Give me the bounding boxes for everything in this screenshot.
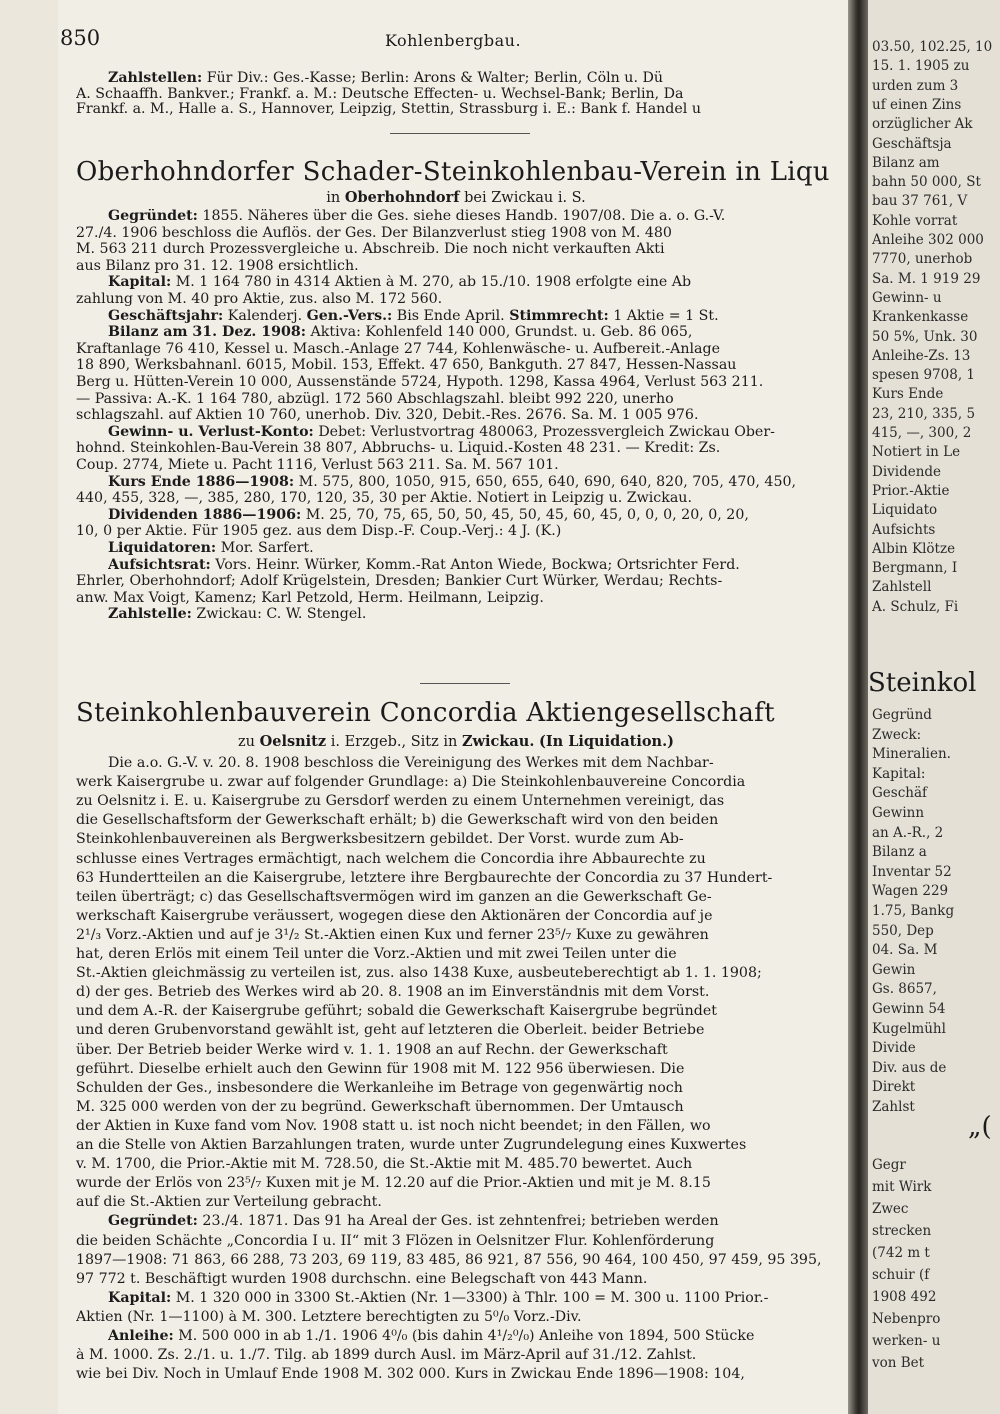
entry2-line [76,1138,836,1153]
entry1-line [76,226,836,241]
entry2-line [76,1062,836,1077]
right-page-line: Prior.-Aktie [872,483,950,499]
entry2-line [76,1081,836,1096]
right-page-line: an A.-R., 2 [872,825,944,841]
entry2-line-label: Kapital: [108,1290,172,1306]
entry1-line [76,441,836,456]
entry2-line-label: Anleihe: [108,1329,174,1344]
entry1-line [76,358,836,373]
entry2-line-text: St.-Aktien gleichmässig zu verteilen ist, zus. also 1438 Kuxe, ausbeuteberechtigt ab 1. 1. 1908; [76,966,762,982]
right-page-line: Zahlstell [872,580,932,596]
entry1-line [108,607,836,622]
right-page-line: Gs. 8657, [872,982,937,998]
subtitle-suffix: bei Zwickau i. S. [464,190,586,206]
right-page-line: Direkt [872,1080,916,1096]
entry2-line [76,1100,836,1115]
right-page-line: 23, 210, 335, 5 [872,406,976,422]
entry1-line-label: Bilanz am 31. Dez. 1908: [108,325,307,341]
right-page-line: uf einen Zins [872,97,962,113]
entry1-line [108,425,836,440]
entry1-line-label: Liquidatoren: [108,541,217,556]
entry1-line-text: M. 575, 800, 1050, 915, 650, 655, 640, 690, 640, 820, 705, 470, 450, [298,474,797,490]
entry1-line [108,209,836,224]
entry1-line [76,242,836,257]
entry1-line-text: — Passiva: A.-K. 1 164 780, abzügl. 172 560 Abschlagszahl. bleibt 992 220, unerho [76,391,674,407]
entry2-line [76,909,836,924]
entry2-line [76,1043,836,1058]
entry2-line-text: 23./4. 1871. Das 91 ha Areal der Ges. ist zehntenfrei; betrieben werden [202,1214,719,1230]
prev-entry-text: Für Div.: Ges.-Kasse; Berlin: Arons & Walter; Berlin, Cöln u. Dü [206,71,663,86]
entry2-line-text: und deren Grubenvorstand gewählt ist, geht auf letzteren die Oberleit. beider Betriebe [76,1023,705,1039]
entry2-line [108,756,836,771]
entry2-line [76,1157,836,1172]
right-page-line: orzüglicher Ak [872,117,973,133]
right-page-line: spesen 9708, 1 [872,368,975,384]
entry2-line [76,775,836,790]
right-page-line: urden zum 3 [872,78,959,94]
entry1-line-label: Geschäftsjahr: [108,308,224,324]
right-page-line: Zweck: [872,727,922,743]
entry2-line-text: die beiden Schächte „Concordia I u. II“ mit 3 Flözen in Oelsnitzer Flur. Kohlenförderung [76,1233,715,1249]
entry1-line-text: hohnd. Steinkohlen-Bau-Verein 38 807, Abbruchs- u. Liquid.-Kosten 48 231. — Kredit: Zs. [76,441,721,457]
prev-entry-line [76,87,836,102]
entry1-line [76,574,836,589]
right-page-line: Bergmann, I [872,561,958,577]
entry2-line-text: über. Der Betrieb beider Werke wird v. 1. 1. 1908 an auf Rechn. der Gewerkschaft [76,1042,668,1058]
right-page-line: Sa. M. 1 919 29 [872,271,981,287]
entry1-line-label: Gewinn- u. Verlust-Konto: [108,424,314,440]
entry1-line [76,591,836,606]
entry1-line-text: Vors. Heinr. Würker, Komm.-Rat Anton Wiede, Bockwa; Ortsrichter Ferd. [215,557,740,573]
entry1-line-text: zahlung von M. 40 pro Aktie, zus. also M. 172 560. [76,292,443,307]
entry2-line [108,1214,836,1229]
entry1-line-text: 1855. Näheres über die Ges. siehe dieses Handb. 1907/08. Die a. o. G.-V. [202,209,726,224]
entry1-line-text: M. 1 164 780 in 4314 Aktien à M. 270, ab 15./10. 1908 erfolgte eine Ab [175,275,692,291]
right-page-line: 50 5%, Unk. 30 [872,329,978,345]
right-page-line: 1.75, Bankg [872,904,955,919]
right-page-line: Inventar 52 [872,864,952,880]
entry2-line [76,1348,836,1363]
prev-entry-line [108,71,836,86]
entry2-line-text: und dem A.-R. der Kaisergrube geführt; sobald die Gewerkschaft Kaisergrube begründet [76,1004,717,1020]
entry2-subtitle [76,734,836,750]
entry2-line [76,890,836,905]
entry2-line [76,1367,836,1382]
right-page-line: Anleihe-Zs. 13 [872,348,971,364]
right-page-line: Albin Klötze [872,541,956,557]
right-page-line: mit Wirk [872,1180,932,1195]
entry2-line [76,813,836,828]
entry2-line [76,1272,836,1287]
right-page-line: Wagen 229 [872,884,949,900]
right-page-line: Mineralien. [872,747,951,763]
entry2-line-text: M. 325 000 werden von der zu begründ. Gewerkschaft übernommen. Der Umtausch [76,1099,684,1115]
right-page-fragment [868,0,1000,1414]
entry1-line-text: Kalenderj. [227,308,303,324]
entry1-line [76,375,836,390]
entry1-line [76,342,836,357]
entry1-line [76,491,836,506]
prev-entry-text: A. Schaaffh. Bankver.; Frankf. a. M.: Deutsche Effecten- u. Wechsel-Bank; Berlin, Da [76,86,684,102]
entry1-line-text: aus Bilanz pro 31. 12. 1908 ersichtlich. [76,258,359,274]
right-page-line: 7770, unerhob [872,252,973,268]
right-page-line: 15. 1. 1905 zu [872,59,970,75]
entry2-line [76,871,836,886]
entry1-line [108,508,836,523]
entry2-line-text: Aktien (Nr. 1—1100) à M. 300. Letztere berechtigten zu 5⁰/₀ Vorz.-Div. [76,1309,582,1325]
entry1-line [108,541,836,556]
entry2-line-text: Die a.o. G.-V. v. 20. 8. 1908 beschloss die Vereinigung des Werkes mit dem Nachbar- [108,756,714,771]
entry1-title: Oberhohndorfer Schader-Steinkohlenbau-Verein in Liqu [76,157,830,187]
entry2-title: Steinkohlenbauverein Concordia Aktiengesellschaft [76,698,775,728]
entry2-line-text: M. 1 320 000 in 3300 St.-Aktien (Nr. 1—3300) à Thlr. 100 = M. 300 u. 1100 Prior.- [175,1290,769,1306]
entry2-line-text: v. M. 1700, die Prior.-Aktie mit M. 728.50, die St.-Aktie mit M. 485.70 bewertet. Auch [76,1157,693,1173]
entry1-line-text: Mor. Sarfert. [220,541,314,556]
right-page-line: Gewin [872,962,916,978]
page-header [60,26,846,56]
entry2-line-text: an die Stelle von Aktien Barzahlungen traten, wurde unter Zugrundelegung eines Kuxwertes [76,1138,747,1153]
entry1-line-label: Dividenden 1886—1906: [108,507,302,523]
entry2-line-label: Gegründet: [108,1214,198,1230]
book-gutter [848,0,868,1414]
entry1-line-label: Gegründet: [108,209,198,224]
right-page-line: bau 37 761, V [872,194,968,210]
right-page-line: bahn 50 000, St [872,175,981,191]
right-page-line: Zahlst [872,1100,915,1115]
entry2-line-text: werkschaft Kaisergrube veräussert, wogegen diese den Aktionären der Concordia auf je [76,908,713,924]
entry1-line-text: schlagszahl. auf Aktien 10 760, unerhob. Div. 320, Debit.-Res. 2676. Sa. M. 1 005 976. [76,408,699,424]
entry2-line [76,1119,836,1134]
right-page-line: Anleihe 302 000 [872,233,984,248]
prev-entry-line [76,102,836,117]
entry2-line-text: zu Oelsnitz i. E. u. Kaisergrube zu Gersdorf werden zu einem Unternehmen vereinigt, das [76,794,725,810]
right-page-line: 03.50, 102.25, 10 [872,40,993,55]
entry1-line-text: M. 25, 70, 75, 65, 50, 50, 45, 50, 45, 60, 45, 0, 0, 0, 20, 0, 20, [305,507,749,523]
right-page-title: „( [968,1112,992,1142]
right-page-line: schuir (f [872,1268,930,1283]
subtitle-place: Oelsnitz [259,733,327,750]
right-page-line: Gegr [872,1158,906,1173]
entry2-line-text: à M. 1000. Zs. 2./1. u. 1./7. Tilg. ab 1899 durch Ausl. im März-April auf 31./12. Zahlst. [76,1348,697,1364]
entry2-line-text: die Gesellschaftsform der Gewerkschaft erhält; b) die Gewerkschaft wird von den beiden [76,813,719,829]
right-page-line: strecken [872,1224,932,1239]
entry1-line-text: Bis Ende April. [396,308,505,324]
entry1-line [108,325,836,340]
entry2-line-text: werk Kaisergrube u. zwar auf folgender Grundlage: a) Die Steinkohlenbauvereine Concordia [76,775,746,791]
entry1-line-text: M. 563 211 durch Prozessvergleiche u. Abschreib. Die noch nicht verkauften Akti [76,242,665,258]
entry1-line [108,275,836,290]
entry1-line-text: Kraftanlage 76 410, Kessel u. Masch.-Anlage 27 744, Kohlenwäsche- u. Aufbereit.-Anlage [76,341,720,357]
right-page-line: Aufsichts [872,522,936,538]
entry1-line-label: Gen.-Vers.: [306,308,393,324]
right-page-line: Notiert in Le [872,445,961,461]
right-page-line: Div. aus de [872,1060,947,1076]
entry1-line-text: 27./4. 1906 beschloss die Auflös. der Ges. Der Bilanzverlust stieg 1908 von M. 480 [76,225,672,241]
entry1-line-text: Berg u. Hütten-Verein 10 000, Aussenstände 5724, Hypoth. 1298, Kassa 4964, Verlust 563 211. [76,375,764,390]
entry1-line [108,558,836,573]
entry1-line-text: Zwickau: C. W. Stengel. [196,607,367,623]
subtitle-prefix: zu [238,734,255,750]
entry1-line [76,524,836,539]
right-page-line: 550, Dep [872,923,934,939]
right-page-line: Bilanz am [872,155,940,171]
entry1-line-text: 1 Aktie = 1 St. [613,308,719,324]
entry1-line [76,292,836,307]
right-page-line: Krankenkasse [872,310,969,326]
entry2-line-text: hat, deren Erlös mit einem Teil unter die Vorz.-Aktien und mit zwei Teilen unter die [76,947,677,962]
right-page-line: Geschäftsja [872,136,952,152]
right-page-line: (742 m t [872,1246,930,1261]
entry2-line [76,966,836,981]
entry1-line-label: Aufsichtsrat: [108,557,211,573]
right-page-line: 04. Sa. M [872,943,938,959]
right-page-line: Kohle vorrat [872,213,958,229]
entry2-line-text: Steinkohlenbauvereinen als Bergwerksbesitzern gebildet. Der Vorst. wurde zum Ab- [76,832,684,848]
entry1-line [108,475,836,490]
right-page-line: Zwec [872,1202,909,1217]
entry2-line [76,794,836,809]
entry2-line-text: d) der ges. Betrieb des Werkes wird ab 20. 8. 1908 an im Einverständnis mit dem Vorst. [76,985,710,1001]
right-page-line: 415, —, 300, 2 [872,426,972,441]
right-page-line: 1908 492 [872,1290,937,1305]
entry2-line [76,1176,836,1191]
entry1-line-label: Zahlstelle: [108,607,192,623]
entry2-line-text: 63 Hundertteilen an die Kaisergrube, letztere ihre Bergbaurechte der Concordia zu 37 Hundert- [76,870,773,886]
right-page-line: Kapital: [872,766,926,782]
right-page-line: Nebenpro [872,1312,941,1327]
entry2-line-text: der Aktien in Kuxe fand vom Nov. 1908 statt u. ist noch nicht beendet; in den Fällen, wo [76,1118,711,1134]
right-page-line: von Bet [872,1356,925,1371]
entry1-line-label: Kurs Ende 1886—1908: [108,474,295,490]
prev-entry-text: Frankf. a. M., Halle a. S., Hannover, Leipzig, Stettin, Strassburg i. E.: Bank f. Handel u [76,102,701,117]
entry2-line [76,852,836,867]
entry2-line-text: wurde der Erlös von 23⁵/₇ Kuxen mit je M. 12.20 auf die Prior.-Aktien und mit je M. 8.15 [76,1176,711,1192]
entry2-line [76,1023,836,1038]
running-head: Kohlenbergbau. [384,31,522,50]
right-page-line: Divide [872,1041,916,1057]
section-rule [420,683,510,684]
right-page-line: werken- u [872,1334,941,1349]
entry2-line [76,947,836,962]
right-page-line: Kurs Ende [872,387,944,403]
entry2-line-text: geführt. Dieselbe erhielt auch den Gewinn für 1908 mit M. 122 956 überwiesen. Die [76,1061,685,1077]
section-rule [390,133,530,134]
right-page-line: A. Schulz, Fi [872,599,959,615]
entry2-line [76,1234,836,1249]
entry2-line [76,1004,836,1019]
entry1-line-label: Kapital: [108,275,172,291]
subtitle-mid: i. Erzgeb., Sitz in [330,734,458,750]
entry1-line-label: Stimmrecht: [509,308,609,324]
right-page-line: Dividende [872,464,942,480]
entry1-line-text: 10, 0 per Aktie. Für 1905 gez. aus dem Disp.-F. Coup.-Verj.: 4 J. (K.) [76,524,562,540]
right-page-line: Liquidato [872,503,938,519]
right-page-line: Gewinn- u [872,290,942,306]
entry2-line-text: teilen überträgt; c) das Gesellschaftsvermögen wird im ganzen an die Gewerkschaft Ge- [76,889,712,905]
right-page-line: Gewinn 54 [872,1002,946,1017]
entry2-line-text: 2¹/₃ Vorz.-Aktien und auf je 3¹/₂ St.-Aktien einen Kux und ferner 23⁵/₇ Kuxe zu gewähren [76,927,709,943]
entry2-line-text: 97 772 t. Beschäftigt wurden 1908 durchschn. eine Belegschaft von 443 Mann. [76,1271,648,1287]
right-page-line: Bilanz a [872,845,927,861]
entry2-line-text: 1897—1908: 71 863, 66 288, 73 203, 69 119, 83 485, 86 921, 87 556, 90 464, 100 450, 97 459, 95 395, [76,1252,822,1268]
entry2-line [76,1253,836,1268]
entry2-line-text: M. 500 000 in ab 1./1. 1906 4⁰/₀ (bis dahin 4¹/₂⁰/₀) Anleihe von 1894, 500 Stücke [178,1329,755,1344]
entry1-line [76,392,836,407]
entry1-line-text: anw. Max Voigt, Kamenz; Karl Petzold, Herm. Heilmann, Leipzig. [76,590,544,606]
entry1-line-text: Aktiva: Kohlenfeld 140 000, Grundst. u. Geb. 86 065, [310,325,693,341]
right-page-title: Steinkol [868,668,977,698]
entry1-line-text: Coup. 2774, Miete u. Pacht 1116, Verlust 563 211. Sa. M. 567 101. [76,458,559,473]
entry1-line [76,408,836,423]
entry1-line-text: 18 890, Werksbahnanl. 6015, Mobil. 153, Effekt. 47 650, Bankguth. 27 847, Hessen-Nassau [76,358,737,374]
entry1-line-text: 440, 455, 328, —, 385, 280, 170, 120, 35, 30 per Aktie. Notiert in Leipzig u. Zwickau. [76,491,692,507]
entry1-line-text: Debet: Verlustvortrag 480063, Prozessvergleich Zwickau Ober- [318,424,775,440]
entry1-subtitle [76,190,836,206]
entry2-line [76,1310,836,1325]
entry1-line [76,458,836,473]
entry2-line [76,985,836,1000]
right-page-line: Gegründ [872,708,932,723]
entry1-line [108,309,836,324]
zahlstellen-label: Zahlstellen: [108,71,203,86]
entry1-line [76,259,836,274]
entry2-line [76,832,836,847]
right-page-line: Gewinn [872,806,925,821]
entry2-line [108,1291,836,1306]
page-number: 850 [60,26,101,50]
entry2-line-text: schlusse eines Vertrages ermächtigt, nach welchem die Concordia ihre Abbaurechte zu [76,851,706,867]
right-page-line: Kugelmühl [872,1021,946,1037]
subtitle-seat: Zwickau. [461,733,535,750]
entry2-line-text: Schulden der Ges., insbesondere die Werkanleihe im Betrage von gegenwärtig noch [76,1080,683,1096]
entry2-line [108,1329,836,1344]
entry1-line-text: Ehrler, Oberhohndorf; Adolf Krügelstein, Dresden; Bankier Curt Würker, Werdau; Rechts- [76,574,723,590]
entry2-line [76,928,836,943]
entry2-line-text: auf die St.-Aktien zur Verteilung gebracht. [76,1195,382,1211]
entry2-line-text: wie bei Div. Noch in Umlauf Ende 1908 M. 302 000. Kurs in Zwickau Ende 1896—1908: 104, [76,1367,745,1383]
entry2-line [76,1195,836,1210]
subtitle-prefix: in [326,190,341,206]
liquidation-status: (In Liquidation.) [538,733,674,750]
right-page-line: Geschäf [872,786,928,802]
subtitle-place: Oberhohndorf [344,189,460,206]
